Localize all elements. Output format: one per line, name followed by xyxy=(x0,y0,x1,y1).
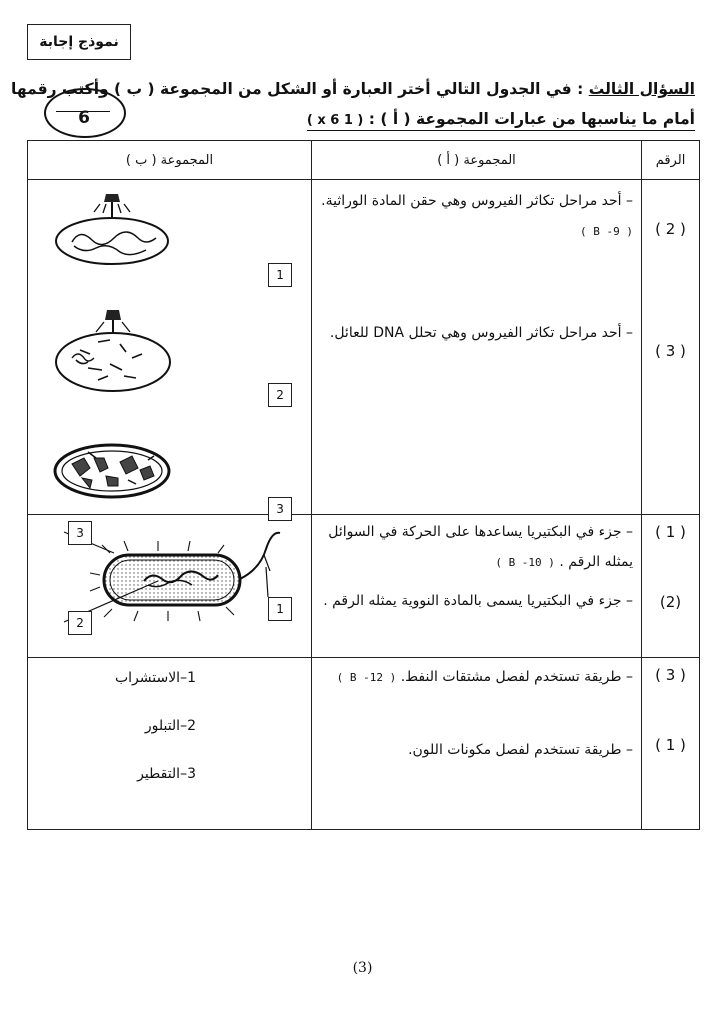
bacteria-figure xyxy=(28,515,312,658)
virus-injection-figure xyxy=(56,194,168,264)
bacteria-label-box: 2 xyxy=(68,611,92,635)
virus-figures xyxy=(28,180,312,515)
statement xyxy=(312,186,641,306)
header-number: الرقم xyxy=(642,141,700,180)
bacteria-label-box: 3 xyxy=(68,521,92,545)
statement-code: ( B -9 ) xyxy=(580,225,633,238)
statement xyxy=(312,586,641,616)
bacteria-label-box: 1 xyxy=(268,597,292,621)
group-a-cell xyxy=(312,658,642,830)
bacteria-cell xyxy=(90,533,280,621)
row-number: ( 2 ) xyxy=(655,220,686,238)
statement-code: ( B -10 ) xyxy=(495,556,555,569)
group-b-cell xyxy=(28,180,312,515)
table-row xyxy=(28,658,700,830)
matching-table xyxy=(27,140,700,830)
number-cell xyxy=(642,180,700,515)
number-cell xyxy=(642,515,700,658)
virus-diagram xyxy=(28,180,312,515)
statement-text: – طريقة تستخدم لفصل مشتقات النفط. xyxy=(400,669,633,685)
row-number: ( 1 ) xyxy=(655,523,686,541)
statement-text: – جزء في البكتيريا يساعدها على الحركة في السوائل يمثله الرقم . xyxy=(328,524,633,570)
statement xyxy=(312,662,641,693)
question-label: السؤال الثالث xyxy=(588,80,695,98)
score-value: 6 xyxy=(78,108,90,128)
statement xyxy=(312,735,641,765)
statement-text: – أحد مراحل تكاثر الفيروس وهي حقن المادة الوراثية. xyxy=(321,193,633,209)
statement-text: – أحد مراحل تكاثر الفيروس وهي تحلل DNA للعائل. xyxy=(329,325,633,341)
option-item: 3–التقطير xyxy=(137,766,196,782)
number-cell xyxy=(642,658,700,830)
group-b-cell xyxy=(28,658,312,830)
header-group-b: المجموعة ( ب ) xyxy=(28,141,312,180)
row-number: ( 3 ) xyxy=(655,666,686,684)
question-separator: : xyxy=(571,80,589,98)
statement-code: ( B -12 ) xyxy=(336,671,397,684)
table-header-row xyxy=(28,141,700,180)
row-number: (2) xyxy=(659,593,682,611)
group-b-cell xyxy=(28,515,312,658)
virus-label-box: 2 xyxy=(268,383,292,407)
question-title xyxy=(11,80,695,98)
row-number: ( 1 ) xyxy=(655,736,686,754)
table-row xyxy=(28,515,700,658)
statement-text: – جزء في البكتيريا يسمى بالمادة النووية يمثله الرقم . xyxy=(323,593,633,609)
virus-hydrolysis-figure xyxy=(56,310,170,391)
group-a-cell xyxy=(312,180,642,515)
statement xyxy=(312,318,641,348)
page-number: (3) xyxy=(352,960,373,976)
option-item: 2–التبلور xyxy=(144,718,196,734)
virus-label-box: 1 xyxy=(268,263,292,287)
group-a-cell xyxy=(312,515,642,658)
statement xyxy=(312,517,641,578)
answer-model-label: نموذج إجابة xyxy=(27,24,131,60)
question-instruction xyxy=(307,110,695,131)
table-row xyxy=(28,180,700,515)
statement-text: – طريقة تستخدم لفصل مكونات اللون. xyxy=(408,742,633,758)
virus-assembly-figure xyxy=(55,445,169,497)
virus-label-box: 3 xyxy=(268,497,292,521)
question-text: في الجدول التالي أختر العبارة أو الشكل من المجموعة ( ب ) وأكتب رقمها xyxy=(11,80,572,98)
row-number: ( 3 ) xyxy=(655,342,686,360)
option-item: 1–الاستشراب xyxy=(114,670,196,686)
header-group-a: المجموعة ( أ ) xyxy=(312,141,642,180)
question-marks: ( 1 x 6 ) xyxy=(306,113,364,128)
question-line2: أمام ما يناسبها من عبارات المجموعة ( أ ) : xyxy=(368,110,695,128)
